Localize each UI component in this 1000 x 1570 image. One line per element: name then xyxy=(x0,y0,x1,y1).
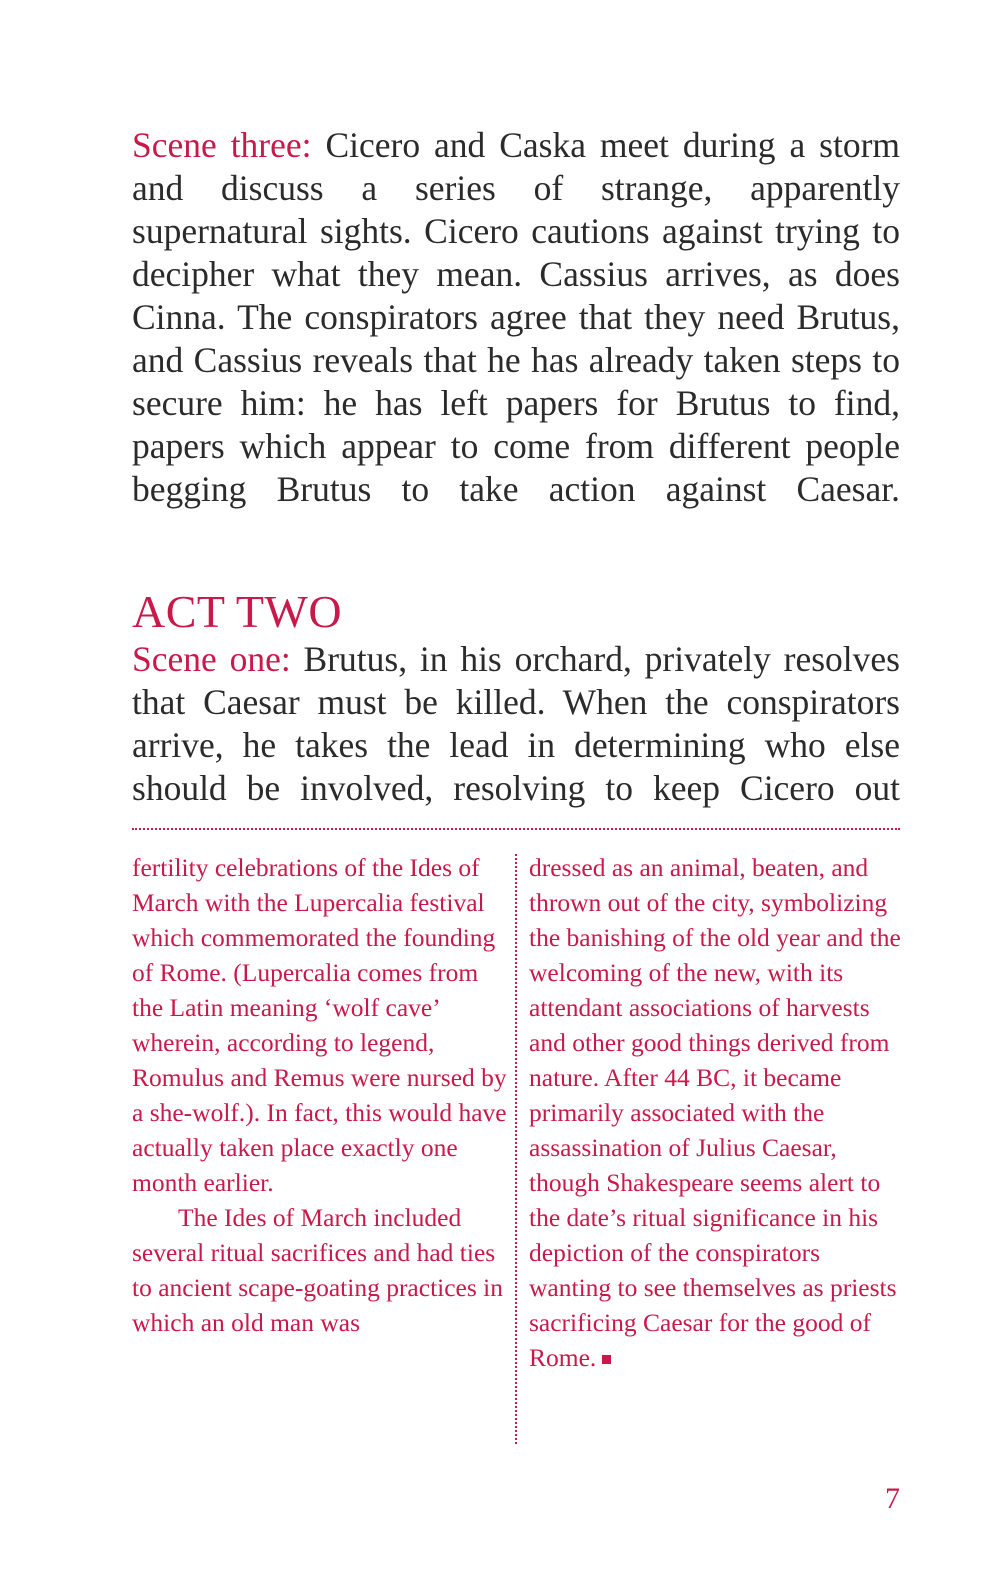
sidebar-note-paragraph: fertility celebrations of the Ides of March with the Lupercalia festival which commemorated the founding of Rome. (Lupercalia comes from the Latin meaning ‘wolf cave’ wherein, according to legend, Romulus and Remus were nursed by a she-wolf.). In fact, this would have actually taken place exactly one month earlier. xyxy=(132,853,507,1197)
scene-three-paragraph xyxy=(132,124,900,511)
end-mark-icon xyxy=(602,1355,611,1364)
scene-one-label: Scene one: xyxy=(132,639,291,679)
scene-one-paragraph xyxy=(132,638,900,810)
sidebar-note-right-column xyxy=(529,850,904,1375)
column-divider xyxy=(515,854,517,1444)
sidebar-note-left-column xyxy=(132,850,508,1340)
sidebar-note-text: dressed as an animal, beaten, and thrown out of the city, symbolizing the banishing of the old year and the welcoming of the new, with its attendant associations of harvests and other good things derived from nature. After 44 BC, it became primarily associated with the assassination of Julius Caesar, though Shakespeare seems alert to the date’s ritual significance in his depiction of the conspirators wanting to see themselves as priests sacrificing Caesar for the good of Rome. xyxy=(529,853,901,1372)
scene-three-label: Scene three: xyxy=(132,125,312,165)
scene-three-text: Cicero and Caska meet during a storm and discuss a series of strange, apparently supernatural sights. Cicero cautions against trying to decipher what they mean. Cassius arrives, as does Cinna. The conspirators agree that they need Brutus, and Cassius reveals that he has already taken steps to secure him: he has left papers for Brutus to find, papers which appear to come from different people begging Brutus to take action against Caesar. xyxy=(132,125,900,509)
sidebar-note-paragraph xyxy=(529,850,904,1375)
scene-one-text: Brutus, in his orchard, privately resolves that Caesar must be killed. When the conspirators arrive, he takes the lead in determining who else should be involved, resolving to keep Cicero out xyxy=(132,639,900,808)
sidebar-note-paragraph: The Ides of March included several ritual sacrifices and had ties to ancient scape-goating practices in which an old man was xyxy=(132,1203,504,1337)
act-two-heading: ACT TWO xyxy=(132,586,343,637)
page-number: 7 xyxy=(885,1482,900,1515)
sidebar-divider-rule xyxy=(132,828,900,830)
